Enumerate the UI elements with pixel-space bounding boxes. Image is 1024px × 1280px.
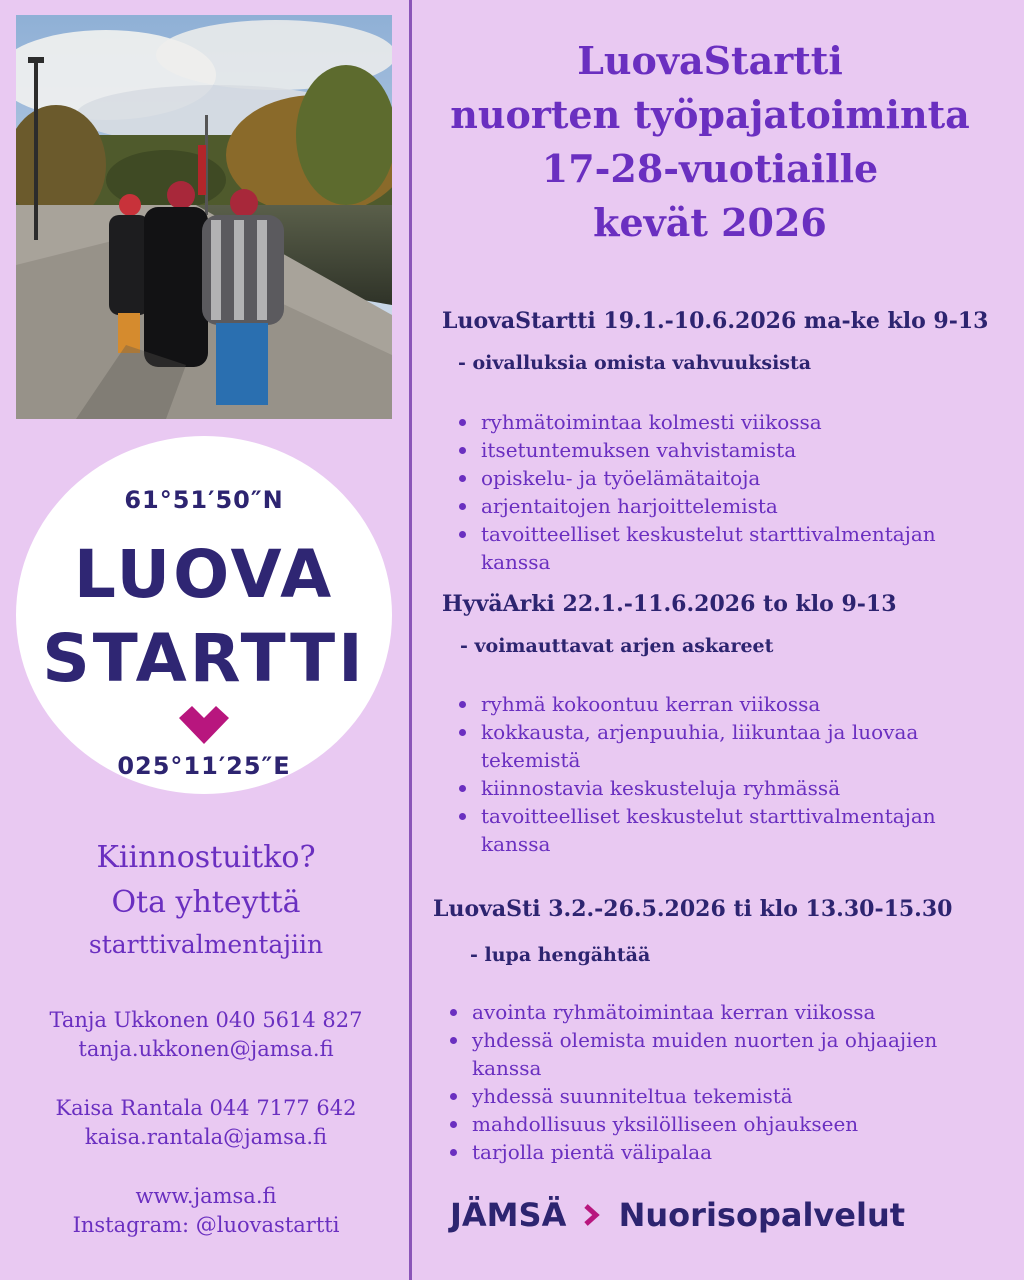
contact-person1: Tanja Ukkonen 040 5614 827 [49, 1008, 363, 1032]
section-title-luovastartti: LuovaStartti 19.1.-10.6.2026 ma-ke klo 9-13 [442, 308, 989, 334]
list-item: opiskelu- ja työelämätaitoja [455, 464, 990, 492]
riverside-photo [16, 15, 392, 419]
section-list-luovasti [446, 998, 966, 1166]
contact-person1-email[interactable]: tanja.ukkonen@jamsa.fi [78, 1037, 334, 1061]
title-line: kevät 2026 [593, 200, 827, 245]
heart-chevron-icon [179, 706, 229, 746]
section-title-hyvaarki: HyväArki 22.1.-11.6.2026 to klo 9-13 [442, 591, 897, 617]
list-item: ryhmä kokoontuu kerran viikossa [455, 690, 945, 718]
contact-subtitle: starttivalmentajiin [88, 930, 324, 959]
jamsa-nuorisopalvelut-logo [450, 1194, 905, 1234]
section-list-hyvaarki [455, 690, 945, 858]
list-item: avointa ryhmätoimintaa kerran viikossa [446, 998, 966, 1026]
contact-person2: Kaisa Rantala 044 7177 642 [55, 1096, 357, 1120]
logo-word-startti: STARTTI [42, 620, 366, 697]
section-title-luovasti: LuovaSti 3.2.-26.5.2026 ti klo 13.30-15.30 [433, 896, 953, 922]
list-item: itsetuntemuksen vahvistamista [455, 436, 990, 464]
list-item: tavoitteelliset keskustelut starttivalmentajan kanssa [455, 520, 990, 576]
list-item: tavoitteelliset keskustelut starttivalmentajan kanssa [455, 802, 945, 858]
list-item: mahdollisuus yksilölliseen ohjaukseen [446, 1110, 966, 1138]
instagram-link[interactable]: Instagram: @luovastartti [72, 1213, 340, 1237]
section-list-luovastartti [455, 408, 990, 576]
logo-coordinate-east: 025°11′25″E [117, 752, 291, 780]
section-subtitle-hyvaarki: - voimauttavat arjen askareet [460, 635, 774, 657]
contact-title-question: Kiinnostuitko? [96, 840, 316, 875]
column-divider [409, 0, 412, 1280]
title-line: LuovaStartti [577, 38, 843, 83]
list-item: kokkausta, arjenpuuhia, liikuntaa ja luovaa tekemistä [455, 718, 945, 774]
footer-unit: Nuorisopalvelut [618, 1196, 906, 1234]
list-item: ryhmätoimintaa kolmesti viikossa [455, 408, 990, 436]
luovastartti-logo [16, 436, 392, 794]
chevron-right-icon [583, 1203, 601, 1227]
list-item: yhdessä olemista muiden nuorten ja ohjaajien kanssa [446, 1026, 966, 1082]
contact-person2-email[interactable]: kaisa.rantala@jamsa.fi [84, 1125, 328, 1149]
title-line: 17-28-vuotiaille [541, 146, 879, 191]
list-item: arjentaitojen harjoittelemista [455, 492, 990, 520]
logo-word-luova: LUOVA [73, 536, 335, 613]
page-title [420, 34, 1000, 250]
list-item: tarjolla pientä välipalaa [446, 1138, 966, 1166]
website-link[interactable]: www.jamsa.fi [135, 1184, 277, 1208]
section-subtitle-luovastartti: - oivalluksia omista vahvuuksista [458, 352, 812, 374]
list-item: kiinnostavia keskusteluja ryhmässä [455, 774, 945, 802]
list-item: yhdessä suunniteltua tekemistä [446, 1082, 966, 1110]
section-subtitle-luovasti: - lupa hengähtää [470, 944, 651, 966]
photo-illustration [16, 15, 392, 419]
title-line: nuorten työpajatoiminta [450, 92, 970, 137]
contact-title-cta: Ota yhteyttä [111, 885, 301, 920]
footer-brand: JÄMSÄ [450, 1196, 567, 1234]
logo-coordinate-north: 61°51′50″N [124, 486, 284, 514]
